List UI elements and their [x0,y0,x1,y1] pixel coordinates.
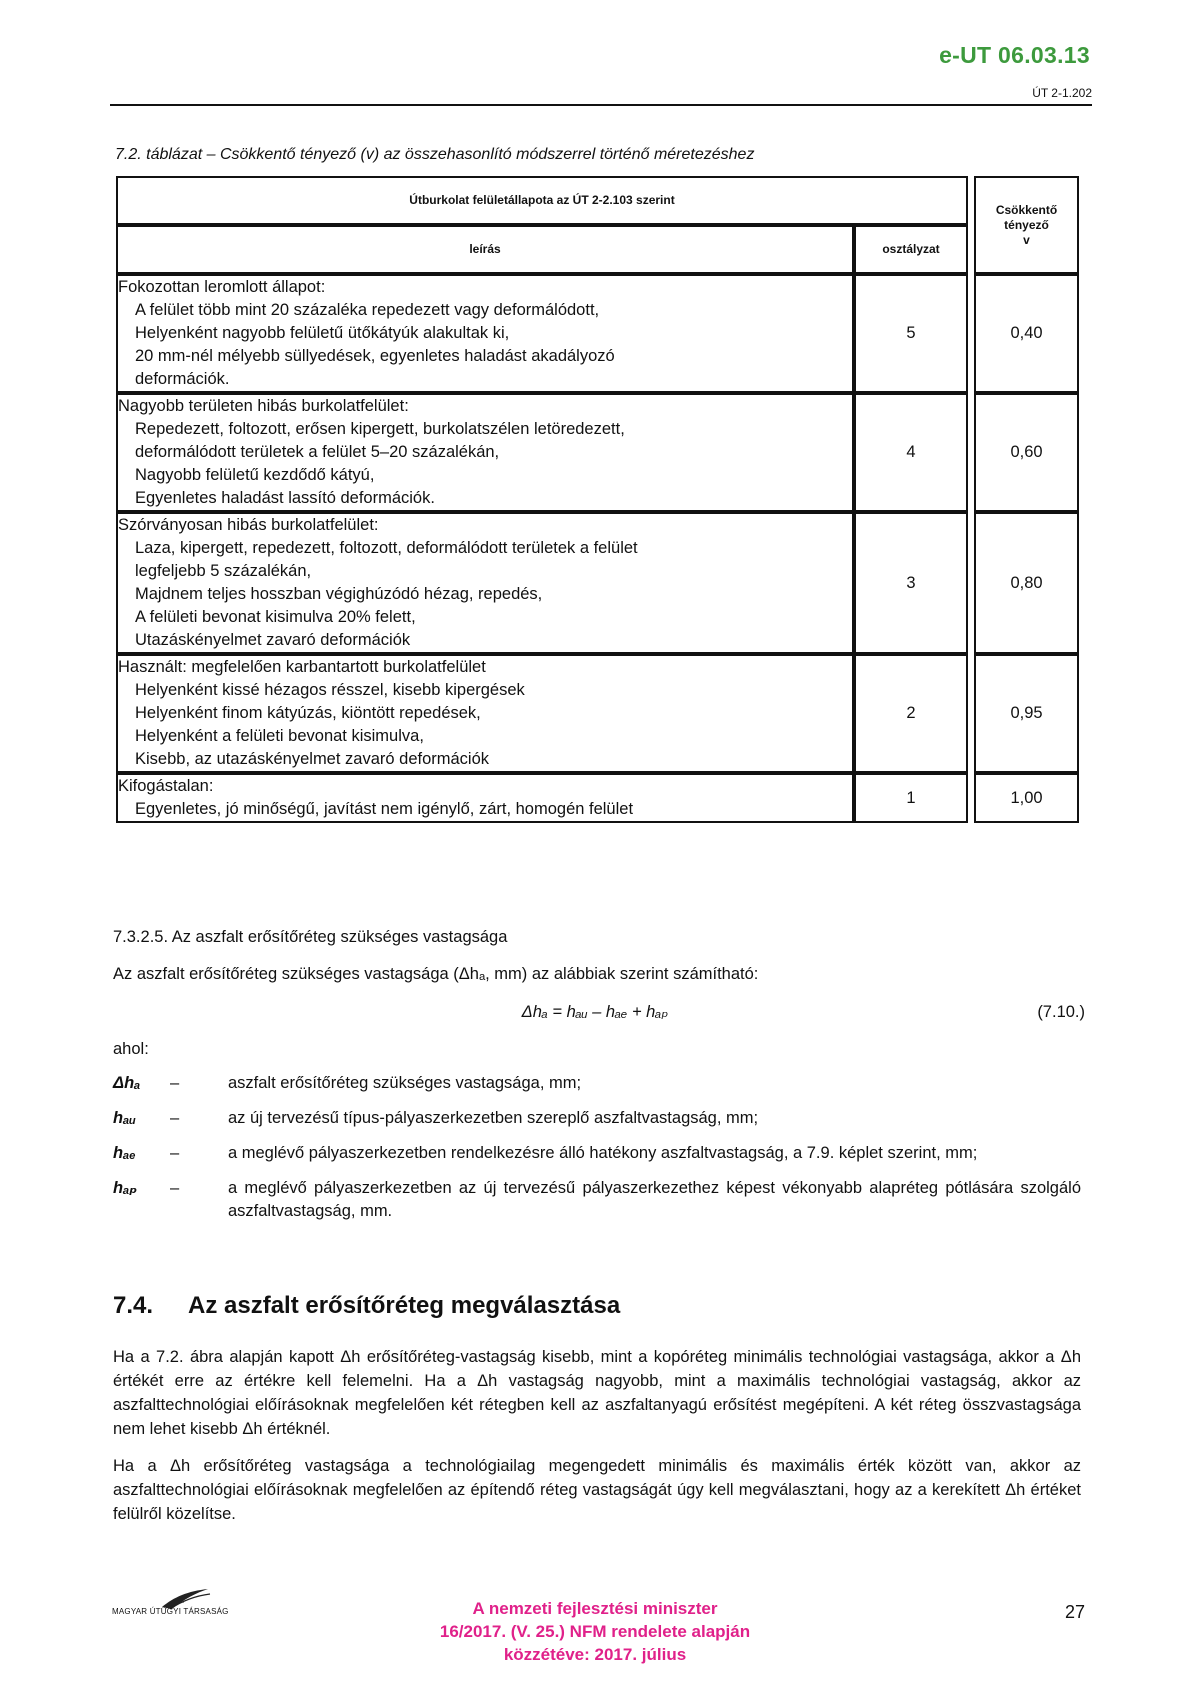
definition-text: a meglévő pályaszerkezetben az új tervezésű pályaszerkezethez képest vékonyabb alapréteg pótlására szolgáló aszfaltvastagság, mm. [228,1179,1081,1220]
definition-symbol: hₐₚ [113,1179,138,1197]
row-item: Repedezett, foltozott, erősen kipergett, burkolatszélen letöredezett, [135,420,625,438]
body-paragraph: Ha a Δh erősítőréteg vastagsága a technológiailag megengedett minimális és maximális érték között van, akkor az aszfalttechnológiai előírásoknak megfelelően az építendő réteg vastagságát úgy kell megválasztani, hogy az a kerekített Δh értéket felülről közelítse. [113,1457,1081,1523]
where-label: ahol: [113,1040,149,1058]
factor-header-line3: v [1023,232,1030,247]
definition-text: az új tervezésű típus-pályaszerkezetben szereplő aszfaltvastagság, mm; [228,1109,759,1127]
body-paragraph: Ha a 7.2. ábra alapján kapott Δh erősítőréteg-vastagság kisebb, mint a kopóréteg minimális technológiai vastagsága, akkor a Δh értékét erre az értékre kell felemelni. Ha a Δh vastagság nagyobb, mint a maximális technológiai vastagság, akkor az aszfalttechnológiai előírásoknak megfelelően két rétegben kell az aszfaltanyagú erősítést megépíteni. A két réteg összvastagsága nem lehet kisebb Δh értéknél. [113,1348,1081,1438]
definition-dash: – [170,1074,180,1092]
table-group-header: Útburkolat felületállapota az ÚT 2-2.103 szerint [116,176,968,225]
table-row [116,773,1079,823]
formula-number: (7.10.) [1037,1003,1085,1021]
row-factor: 0,60 [974,393,1079,512]
table-row [116,654,1079,773]
row-description [116,393,854,512]
row-item: Helyenként kissé hézagos résszel, kisebb kipergések [135,681,525,699]
publication-note [0,1597,1190,1666]
row-title: Nagyobb területen hibás burkolatfelület: [118,397,409,415]
definitions-list [113,1072,1081,1235]
page-number: 27 [1064,1602,1085,1622]
definition-symbol: hₐₑ [113,1144,136,1162]
row-item: Utazáskényelmet zavaró deformációk [135,631,411,649]
row-item: Nagyobb felületű kezdődő kátyú, [135,466,375,484]
row-item: Egyenletes haladást lassító deformációk. [135,489,435,507]
table-row [116,512,1079,654]
row-item: Majdnem teljes hosszban végighúzódó hézag, repedés, [135,585,543,603]
row-class: 4 [854,393,968,512]
row-class: 5 [854,274,968,393]
definition-text: a meglévő pályaszerkezetben rendelkezésre álló hatékony aszfaltvastagság, a 7.9. képlet szerint, mm; [228,1144,978,1162]
row-item: deformálódott területek a felület 5–20 százalékán, [135,443,500,461]
row-description [116,274,854,393]
row-item: Egyenletes, jó minőségű, javítást nem igénylő, zárt, homogén felület [135,800,634,818]
section-title: Az aszfalt erősítőréteg megválasztása [188,1292,621,1319]
table-caption: 7.2. táblázat – Csökkentő tényező (v) az összehasonlító módszerrel történő méretezéshez [115,146,755,163]
row-class: 3 [854,512,968,654]
definition-symbol: hₐᵤ [113,1109,137,1127]
document-code: e-UT 06.03.13 [939,42,1090,68]
factor-header-line2: tényező [1004,217,1049,232]
definition-row [113,1142,1081,1165]
publication-line-3: közzétéve: 2017. július [503,1645,687,1664]
publication-line-1: A nemzeti fejlesztési miniszter [472,1599,718,1618]
row-class: 2 [854,654,968,773]
table-col-class-header: osztályzat [854,225,968,274]
table-col-desc-header: leírás [116,225,854,274]
section-heading [113,1292,620,1320]
row-item: Laza, kipergett, repedezett, foltozott, deformálódott területek a felület [135,539,638,557]
definition-row [113,1072,1081,1095]
table-row [116,274,1079,393]
definition-dash: – [170,1179,180,1197]
definition-text: aszfalt erősítőréteg szükséges vastagsága, mm; [228,1074,582,1092]
row-item: Helyenként nagyobb felületű ütőkátyúk alakultak ki, [135,324,510,342]
row-title: Kifogástalan: [118,777,214,795]
header-rule [110,104,1092,106]
row-item: Helyenként finom kátyúzás, kiöntött repedések, [135,704,481,722]
row-title: Fokozottan leromlott állapot: [118,278,326,296]
factor-header-line1: Csökkentő [995,202,1058,217]
row-item: Kisebb, az utazáskényelmet zavaró deformációk [135,750,490,768]
definition-dash: – [170,1109,180,1127]
row-item: 20 mm-nél mélyebb süllyedések, egyenletes haladást akadályozó [135,347,615,365]
row-item: A felület több mint 20 százaléka repedezett vagy deformálódott, [135,301,600,319]
row-description [116,512,854,654]
document-subcode: ÚT 2-1.202 [1032,86,1092,100]
row-item: deformációk. [135,370,230,388]
society-logo-text: MAGYAR ÚTÜGYI TÁRSASÁG [112,1607,229,1616]
row-description [116,773,854,823]
subsection-title: 7.3.2.5. Az aszfalt erősítőréteg szükséges vastagsága [113,928,508,946]
row-title: Használt: megfelelően karbantartott burkolatfelület [118,658,486,676]
formula: Δhₐ = hₐᵤ – hₐₑ + hₐₚ [521,1003,669,1021]
row-title: Szórványosan hibás burkolatfelület: [118,516,379,534]
row-factor: 0,80 [974,512,1079,654]
row-item: legfeljebb 5 százalékán, [135,562,312,580]
definition-dash: – [170,1144,180,1162]
row-factor: 1,00 [974,773,1079,823]
row-class: 1 [854,773,968,823]
publication-line-2: 16/2017. (V. 25.) NFM rendelete alapján [439,1622,751,1641]
table-col-factor-header [974,176,1079,274]
definition-row [113,1107,1081,1130]
row-description [116,654,854,773]
definition-symbol: Δhₐ [113,1074,141,1092]
table-row [116,393,1079,512]
row-factor: 0,95 [974,654,1079,773]
section-number: 7.4. [113,1292,154,1319]
row-item: A felületi bevonat kisimulva 20% felett, [135,608,416,626]
row-factor: 0,40 [974,274,1079,393]
subsection-intro: Az aszfalt erősítőréteg szükséges vastagsága (Δhₐ, mm) az alábbiak szerint számítható: [113,965,759,983]
reduction-factor-table [116,176,1079,823]
definition-row [113,1177,1081,1223]
row-item: Helyenként a felületi bevonat kisimulva, [135,727,424,745]
